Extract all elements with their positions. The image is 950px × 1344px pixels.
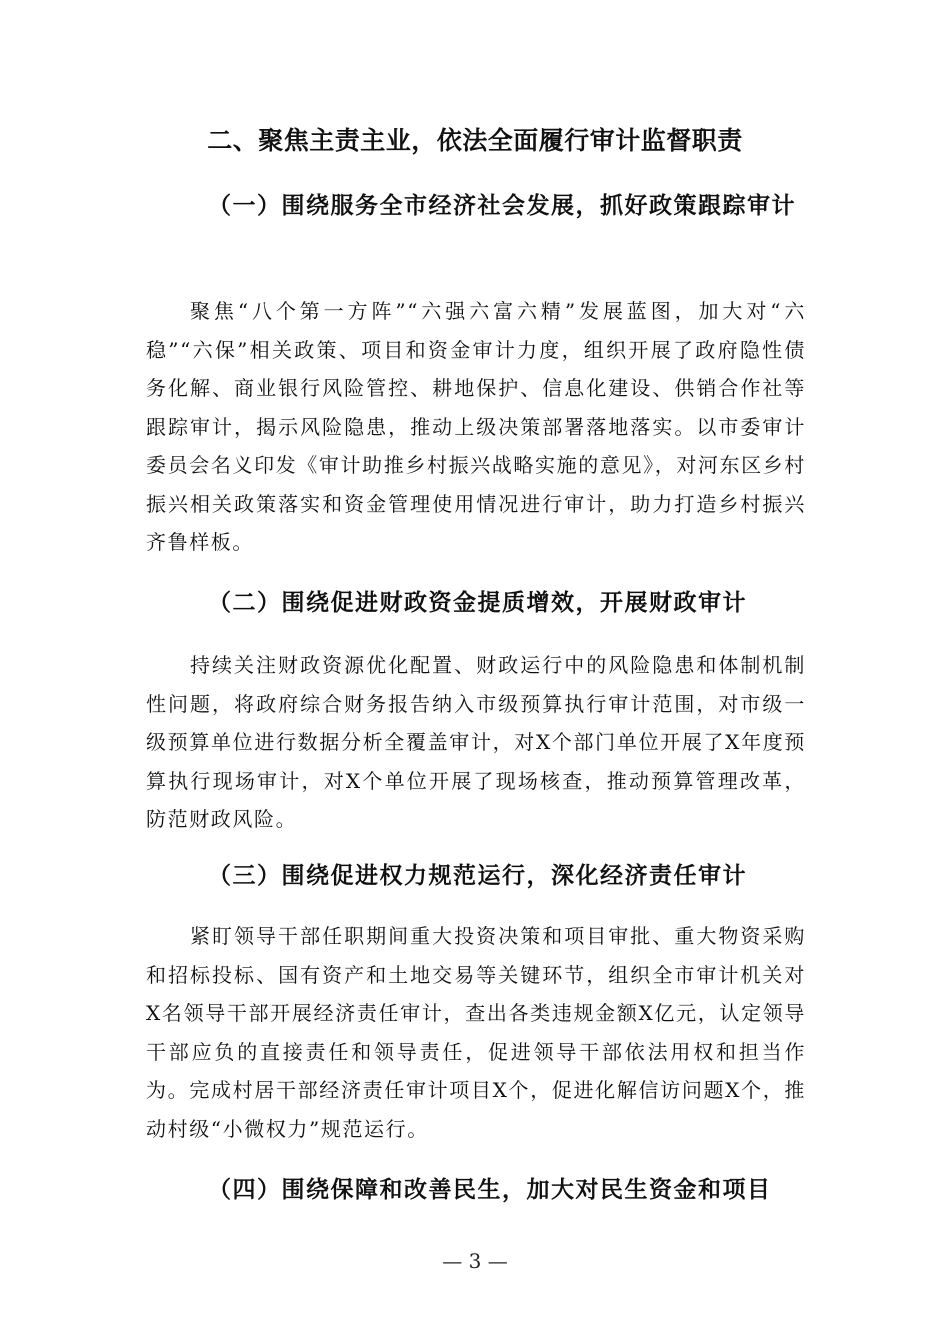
page-number: — 3 — (442, 1249, 508, 1273)
subsection-heading-1: （一）围绕服务全市经济社会发展，抓好政策跟踪审计 (208, 193, 796, 219)
subsection-body-3: 紧盯领导干部任职期间重大投资决策和项目审批、重大物资采购和招标投标、国有资产和土地交易等关键环节，组织全市审计机关对X名领导干部开展经济责任审计，查出各类违规金额X亿元，认定领导干部应负的直接责任和领导责任，促进领导干部依法用权和担当作为。完成村居干部经济责任审计项目X个，促进化解信访问题X个，推动村级“小微权力”规范运行。 (146, 924, 806, 1141)
subsection-heading-4: （四）围绕保障和改善民生，加大对民生资金和项目 (208, 1177, 772, 1203)
subsection-heading-2: （二）围绕促进财政资金提质增效，开展财政审计 (208, 590, 747, 616)
subsection-body-1: 聚焦“八个第一方阵”“六强六富六精”发展蓝图，加大对“六稳”“六保”相关政策、项目和资金审计力度，组织开展了政府隐性债务化解、商业银行风险管控、耕地保护、信息化建设、供销合作社等跟踪审计，揭示风险隐患，推动上级决策部署落地落实。以市委审计委员会名义印发《审计助推乡村振兴战略实施的意见》，对河东区乡村振兴相关政策落实和资金管理使用情况进行审计，助力打造乡村振兴齐鲁样板。 (146, 299, 806, 554)
subsection-body-2: 持续关注财政资源优化配置、财政运行中的风险隐患和体制机制性问题，将政府综合财务报告纳入市级预算执行审计范围，对市级一级预算单位进行数据分析全覆盖审计，对X个部门单位开展了X年度预算执行现场审计，对X个单位开展了现场核查，推动预算管理改革，防范财政风险。 (146, 653, 806, 831)
section-title: 二、聚焦主责主业，依法全面履行审计监督职责 (207, 126, 743, 155)
subsection-heading-3: （三）围绕促进权力规范运行，深化经济责任审计 (208, 863, 747, 889)
